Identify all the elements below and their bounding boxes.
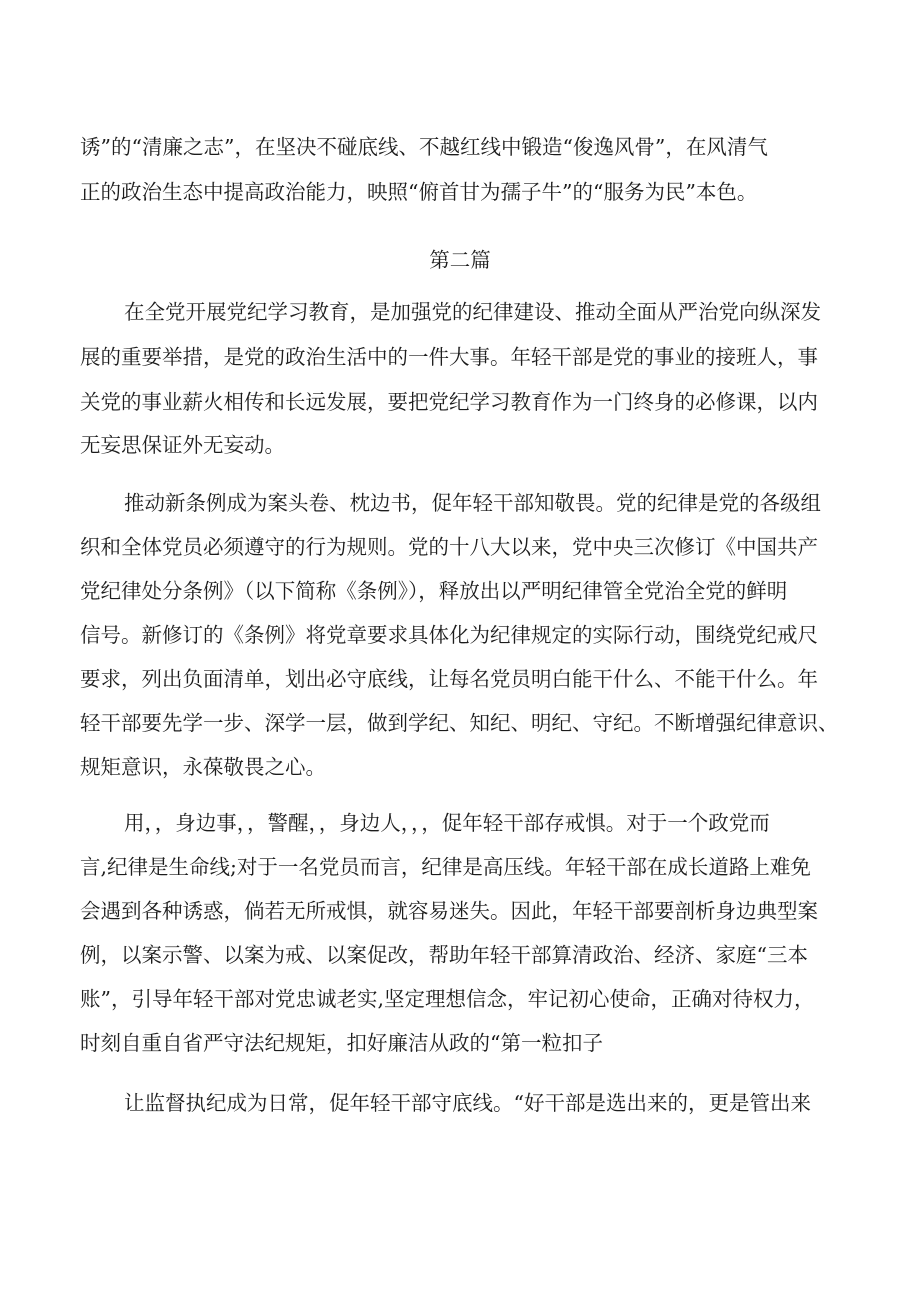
paragraph-line: 党纪律处分条例》（以下简称《条例》），释放出以严明纪律管全党治全党的鲜明 <box>80 579 788 603</box>
paragraph-line: 信号。新修订的《条例》将党章要求具体化为纪律规定的实际行动，围绕党纪戒尺 <box>80 623 818 647</box>
paragraph-line: 时刻自重自省严守法纪规矩，扣好廉洁从政的“第一粒扣子 <box>80 1031 603 1055</box>
intro-line: 诱”的“清廉之志”，在坚决不碰底线、不越红线中锻造“俊逸风骨”，在风清气 <box>80 135 768 159</box>
paragraph-line: 让监督执纪成为日常，促年轻干部守底线。“好干部是选出来的，更是管出来 <box>124 1091 811 1115</box>
paragraph-line: 要求，列出负面清单，划出必守底线，让每名党员明白能干什么、不能干什么。年 <box>80 667 818 691</box>
paragraph-line: 言,纪律是生命线;对于一名党员而言，纪律是高压线。年轻干部在成长道路上难免 <box>80 855 811 879</box>
paragraph-line: 织和全体党员必须遵守的行为规则。党的十八大以来，党中央三次修订《中国共产 <box>80 535 818 559</box>
paragraph-line: 用，，身边事，，警醒，，身边人，，，促年轻干部存戒惧。对于一个政党而 <box>124 811 770 835</box>
paragraph-line: 规矩意识，永葆敬畏之心。 <box>80 755 326 779</box>
paragraph-line: 账”，引导年轻干部对党忠诚老实,坚定理想信念，牢记初心使命，正确对待权力， <box>80 987 815 1011</box>
paragraph-line: 在全党开展党纪学习教育，是加强党的纪律建设、推动全面从严治党向纵深发 <box>124 300 821 324</box>
paragraph-line: 轻干部要先学一步、深学一层，做到学纪、知纪、明纪、守纪。不断增强纪律意识、 <box>80 711 839 735</box>
paragraph-line: 展的重要举措，是党的政治生活中的一件大事。年轻干部是党的事业的接班人，事 <box>80 345 818 369</box>
section-heading: 第二篇 <box>429 248 491 272</box>
paragraph-line: 例，以案示警、以案为戒、以案促改，帮助年轻干部算清政治、经济、家庭“三本 <box>80 943 808 967</box>
paragraph-line: 无妄思保证外无妄动。 <box>80 433 285 457</box>
paragraph-line: 会遇到各种诱惑，倘若无所戒惧，就容易迷失。因此，年轻干部要剖析身边典型案 <box>80 899 818 923</box>
intro-line: 正的政治生态中提高政治能力，映照“俯首甘为孺子牛”的“服务为民”本色。 <box>80 180 758 204</box>
paragraph-line: 推动新条例成为案头卷、枕边书，促年轻干部知敬畏。党的纪律是党的各级组 <box>124 491 821 515</box>
paragraph-line: 关党的事业薪火相传和长远发展，要把党纪学习教育作为一门终身的必修课，以内 <box>80 390 818 414</box>
